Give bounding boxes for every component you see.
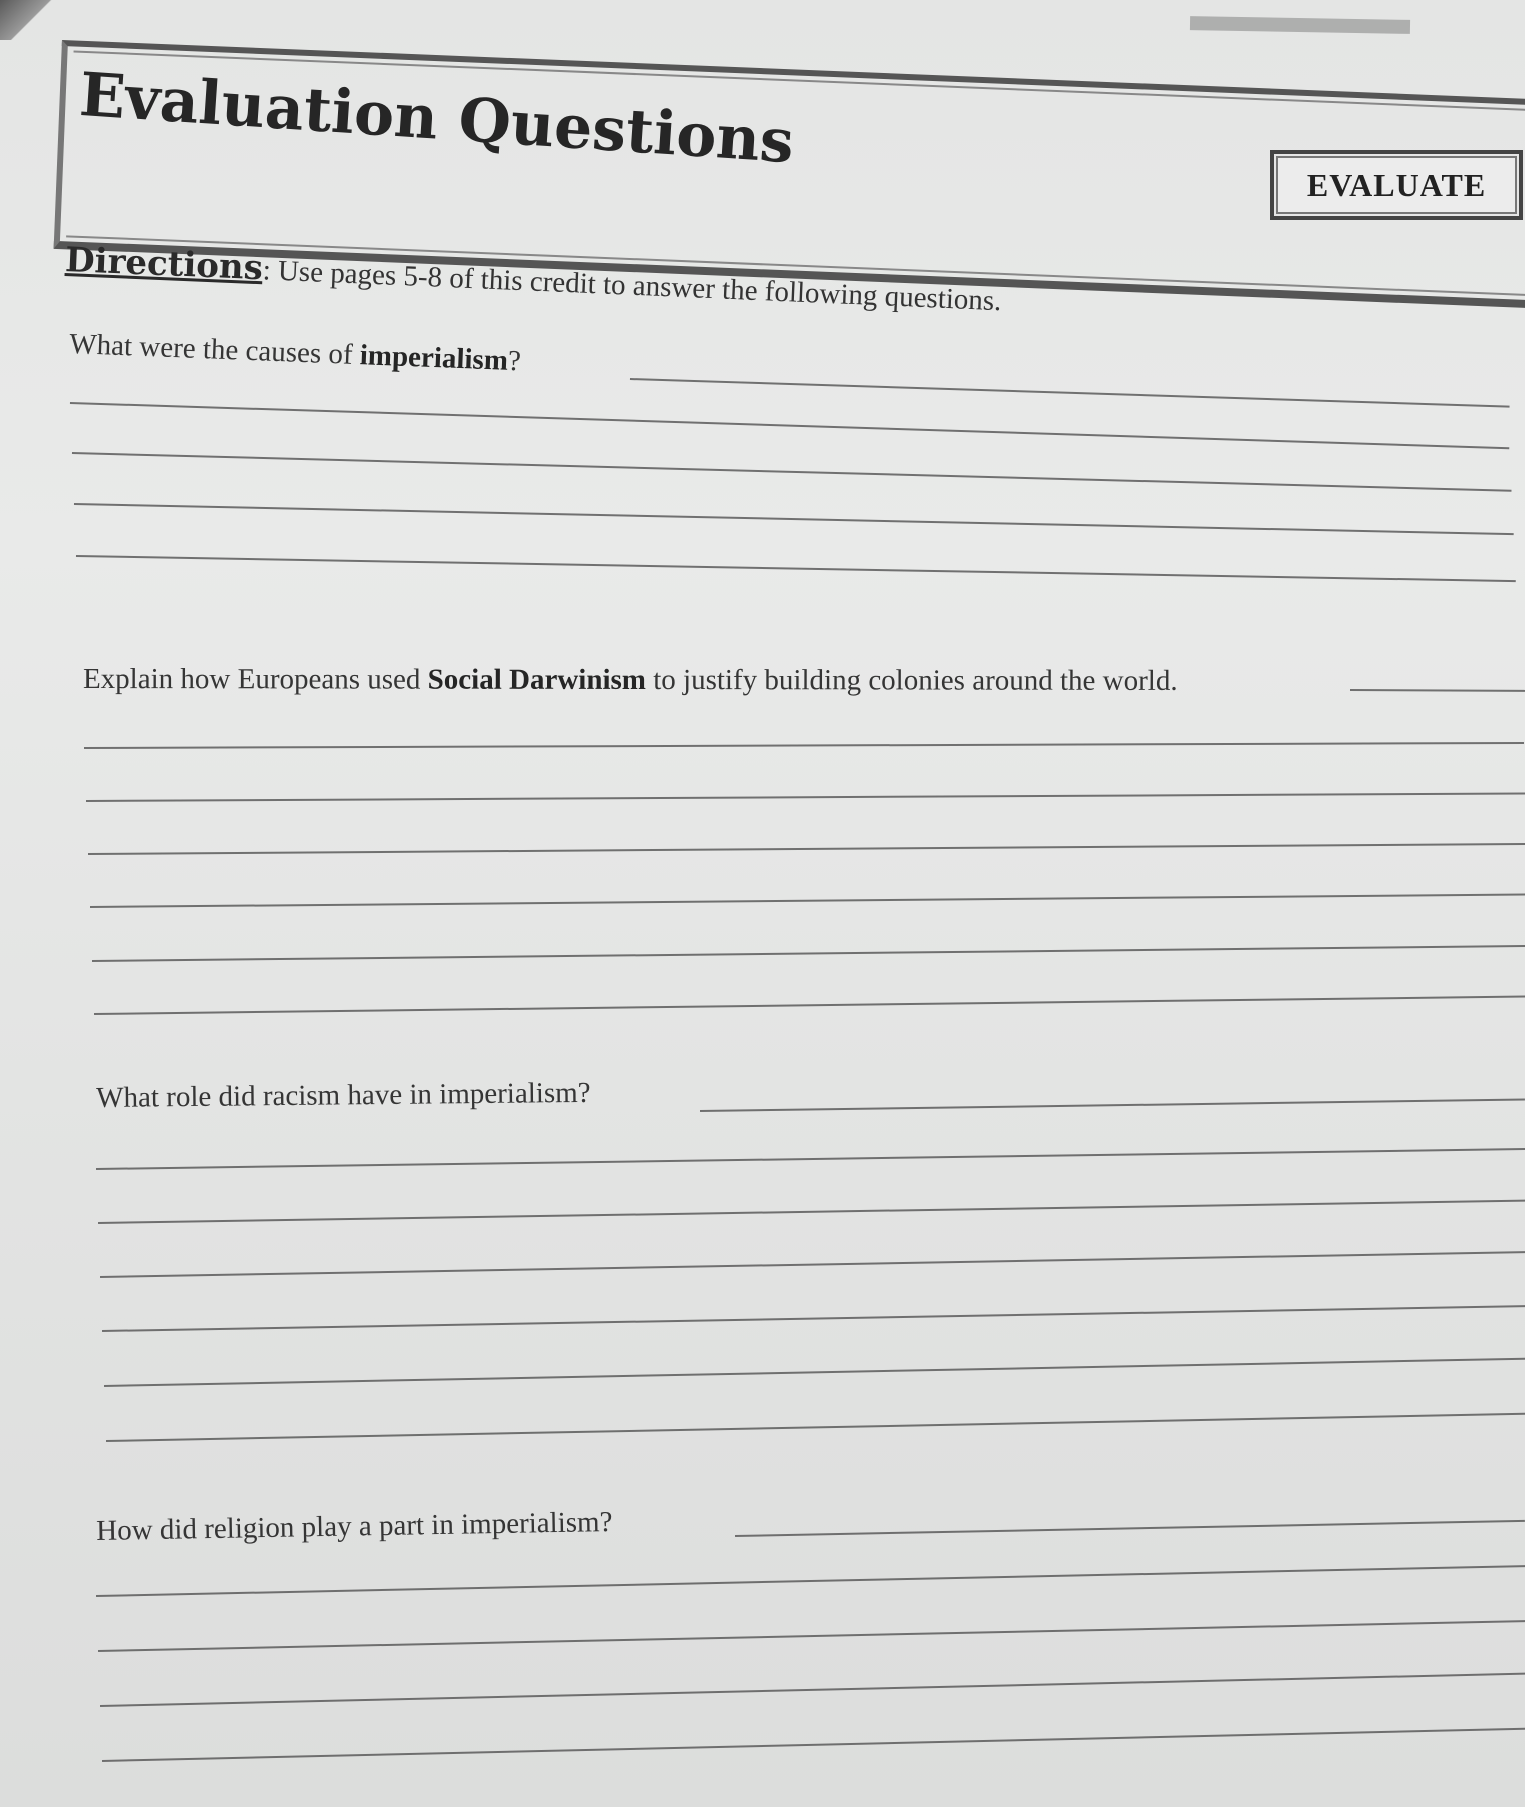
answer-line[interactable] — [70, 402, 1509, 449]
answer-line[interactable] — [74, 503, 1514, 535]
answer-line[interactable] — [96, 1148, 1525, 1170]
answer-line[interactable] — [106, 1412, 1525, 1442]
answer-line[interactable] — [102, 1305, 1525, 1332]
question-1 — [69, 328, 522, 378]
question-4-text: How did religion play a part in imperialism? — [96, 1505, 613, 1547]
question-2 — [83, 663, 1178, 698]
answer-line[interactable] — [630, 378, 1510, 408]
answer-line[interactable] — [98, 1199, 1525, 1224]
answer-line[interactable] — [100, 1672, 1525, 1707]
answer-line[interactable] — [86, 792, 1525, 802]
answer-line[interactable] — [700, 1098, 1525, 1112]
evaluate-badge: EVALUATE — [1270, 150, 1523, 220]
page-corner-shadow — [0, 0, 60, 40]
question-2-keyword: Social Darwinism — [427, 663, 647, 696]
question-1-end: ? — [507, 344, 522, 378]
answer-line[interactable] — [90, 893, 1525, 908]
answer-line[interactable] — [102, 1727, 1525, 1762]
answer-line[interactable] — [76, 555, 1516, 582]
answer-line[interactable] — [72, 452, 1512, 492]
answer-line[interactable] — [94, 995, 1525, 1015]
question-1-text: What were the causes of — [68, 328, 361, 372]
answer-line[interactable] — [98, 1620, 1525, 1652]
directions-label: Directions — [64, 240, 264, 289]
answer-line[interactable] — [96, 1565, 1525, 1597]
question-1-keyword: imperialism — [359, 339, 509, 377]
answer-line[interactable] — [88, 843, 1525, 855]
page-title: Evaluation Questions — [77, 60, 797, 178]
question-4 — [96, 1506, 613, 1548]
directions-text: : Use pages 5-8 of this credit to answer the following questions. — [262, 254, 1003, 318]
answer-line[interactable] — [92, 945, 1525, 962]
answer-line[interactable] — [104, 1357, 1525, 1387]
question-3 — [96, 1077, 591, 1115]
paper-scrap — [1190, 16, 1410, 34]
answer-line[interactable] — [100, 1251, 1525, 1278]
answer-line[interactable] — [1350, 689, 1525, 692]
answer-line[interactable] — [84, 742, 1524, 749]
question-2-end: to justify building colonies around the world. — [645, 663, 1178, 697]
question-2-text: Explain how Europeans used — [82, 663, 428, 696]
question-3-text: What role did racism have in imperialism? — [96, 1076, 591, 1114]
answer-line[interactable] — [735, 1520, 1525, 1537]
